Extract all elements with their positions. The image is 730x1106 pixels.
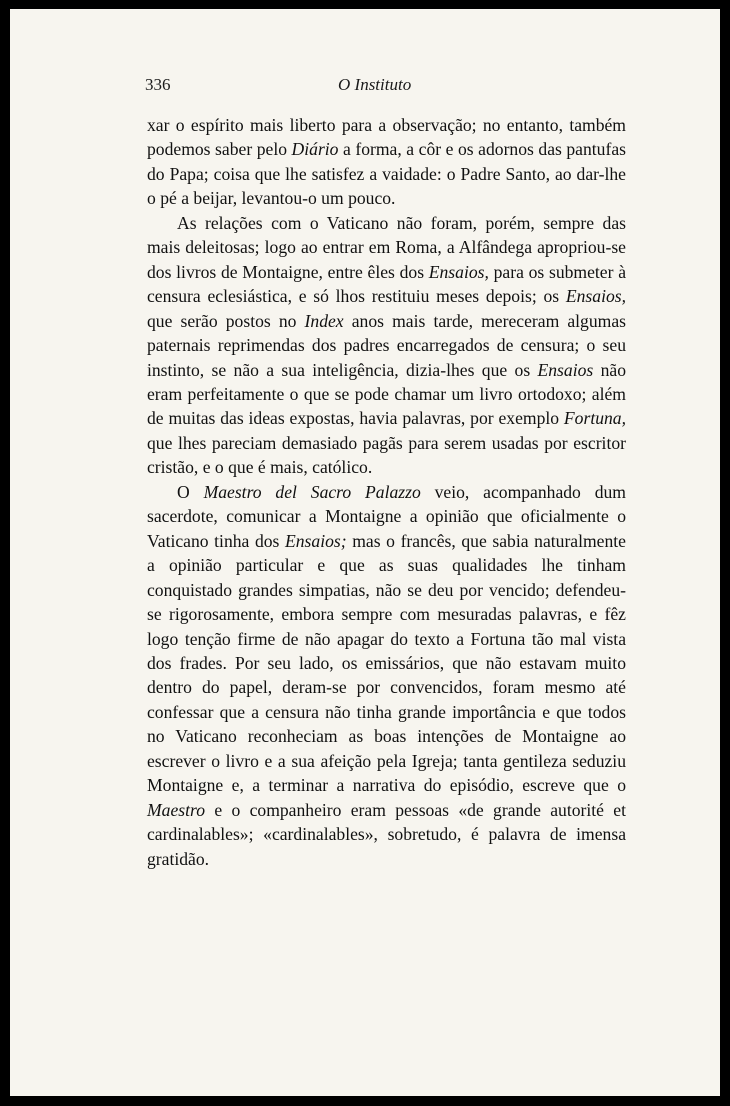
italic-segment: Maestro (147, 799, 205, 820)
italic-segment: Index (304, 310, 344, 331)
text-segment: que serão postos no (147, 310, 305, 331)
paragraph-3 (147, 480, 626, 871)
body-text (147, 113, 626, 871)
running-title: O Instituto (338, 75, 412, 94)
text-segment: mas o francês, que sabia naturalmente a opinião particular e que as suas qualidades lhe tinham conquistado grandes simpatias, não se deu por vencido; defendeu-se rigorosamente, embora sempre com mesuradas palavras, e fêz logo tenção firme de não apagar do texto a Fortuna tão mal vista dos frades. Por seu lado, os emissários, que não estavam muito dentro do papel, deram-se por convencidos, foram mesmo até confessar que a censura não tinha grande importância e que todos no Vaticano reconheciam as boas intenções de Montaigne ao escrever o livro e a sua afeição pela Igreja; tanta gentileza seduziu Montaigne e, a terminar a narrativa do episódio, escreve que o (147, 530, 626, 796)
book-page (10, 9, 720, 1096)
paragraph-1 (147, 113, 626, 211)
text-segment: xar o espírito mais liberto para a observação; no entanto, também podemos saber pelo (147, 115, 626, 160)
italic-segment: Ensaios; (285, 530, 347, 551)
italic-segment: Diário (291, 139, 339, 160)
page-number: 336 (145, 75, 171, 94)
page-header (145, 75, 625, 97)
text-segment: O (177, 481, 204, 502)
text-segment: As relações com o Vaticano não foram, porém, sempre das mais deleitosas; logo ao entrar em Roma, a Alfândega apropriou-se dos livros de Montaigne, entre êles dos (147, 212, 626, 282)
text-segment: para os submeter à censura eclesiástica, e só lhos restituiu meses depois; os (147, 261, 626, 307)
text-segment: veio, acompanhado dum sacerdote, comunicar a Montaigne a opinião que oficialmente o Vaticano tinha dos (147, 481, 626, 551)
text-segment: a forma, a côr e os adornos das pantufas do Papa; coisa que lhe satisfez a vaidade: o Padre Santo, ao dar-lhe o pé a beijar, levantou-o um pouco. (147, 139, 626, 209)
italic-segment: Ensaios, (565, 286, 626, 307)
italic-segment: Ensaios, (428, 261, 489, 282)
text-segment: que lhes pareciam demasiado pagãs para serem usadas por escritor cristão, e o que é mais, católico. (147, 432, 626, 478)
paragraph-2 (147, 211, 626, 480)
italic-segment: Maestro del Sacro Palazzo (203, 481, 421, 502)
italic-segment: Fortuna, (563, 408, 626, 429)
text-segment: e o companheiro eram pessoas «de grande autorité et cardinalables»; «cardinalables», sobretudo, é palavra de imensa gratidão. (147, 799, 626, 869)
text-segment: anos mais tarde, mereceram algumas paternais reprimendas dos padres encarregados de censura; o seu instinto, se não a sua inteligência, dizia-lhes que os (147, 310, 626, 380)
text-segment: não eram perfeitamente o que se pode chamar um livro ortodoxo; além de muitas das ideas expostas, havia palavras, por exemplo (147, 359, 626, 429)
italic-segment: Ensaios (537, 359, 594, 380)
